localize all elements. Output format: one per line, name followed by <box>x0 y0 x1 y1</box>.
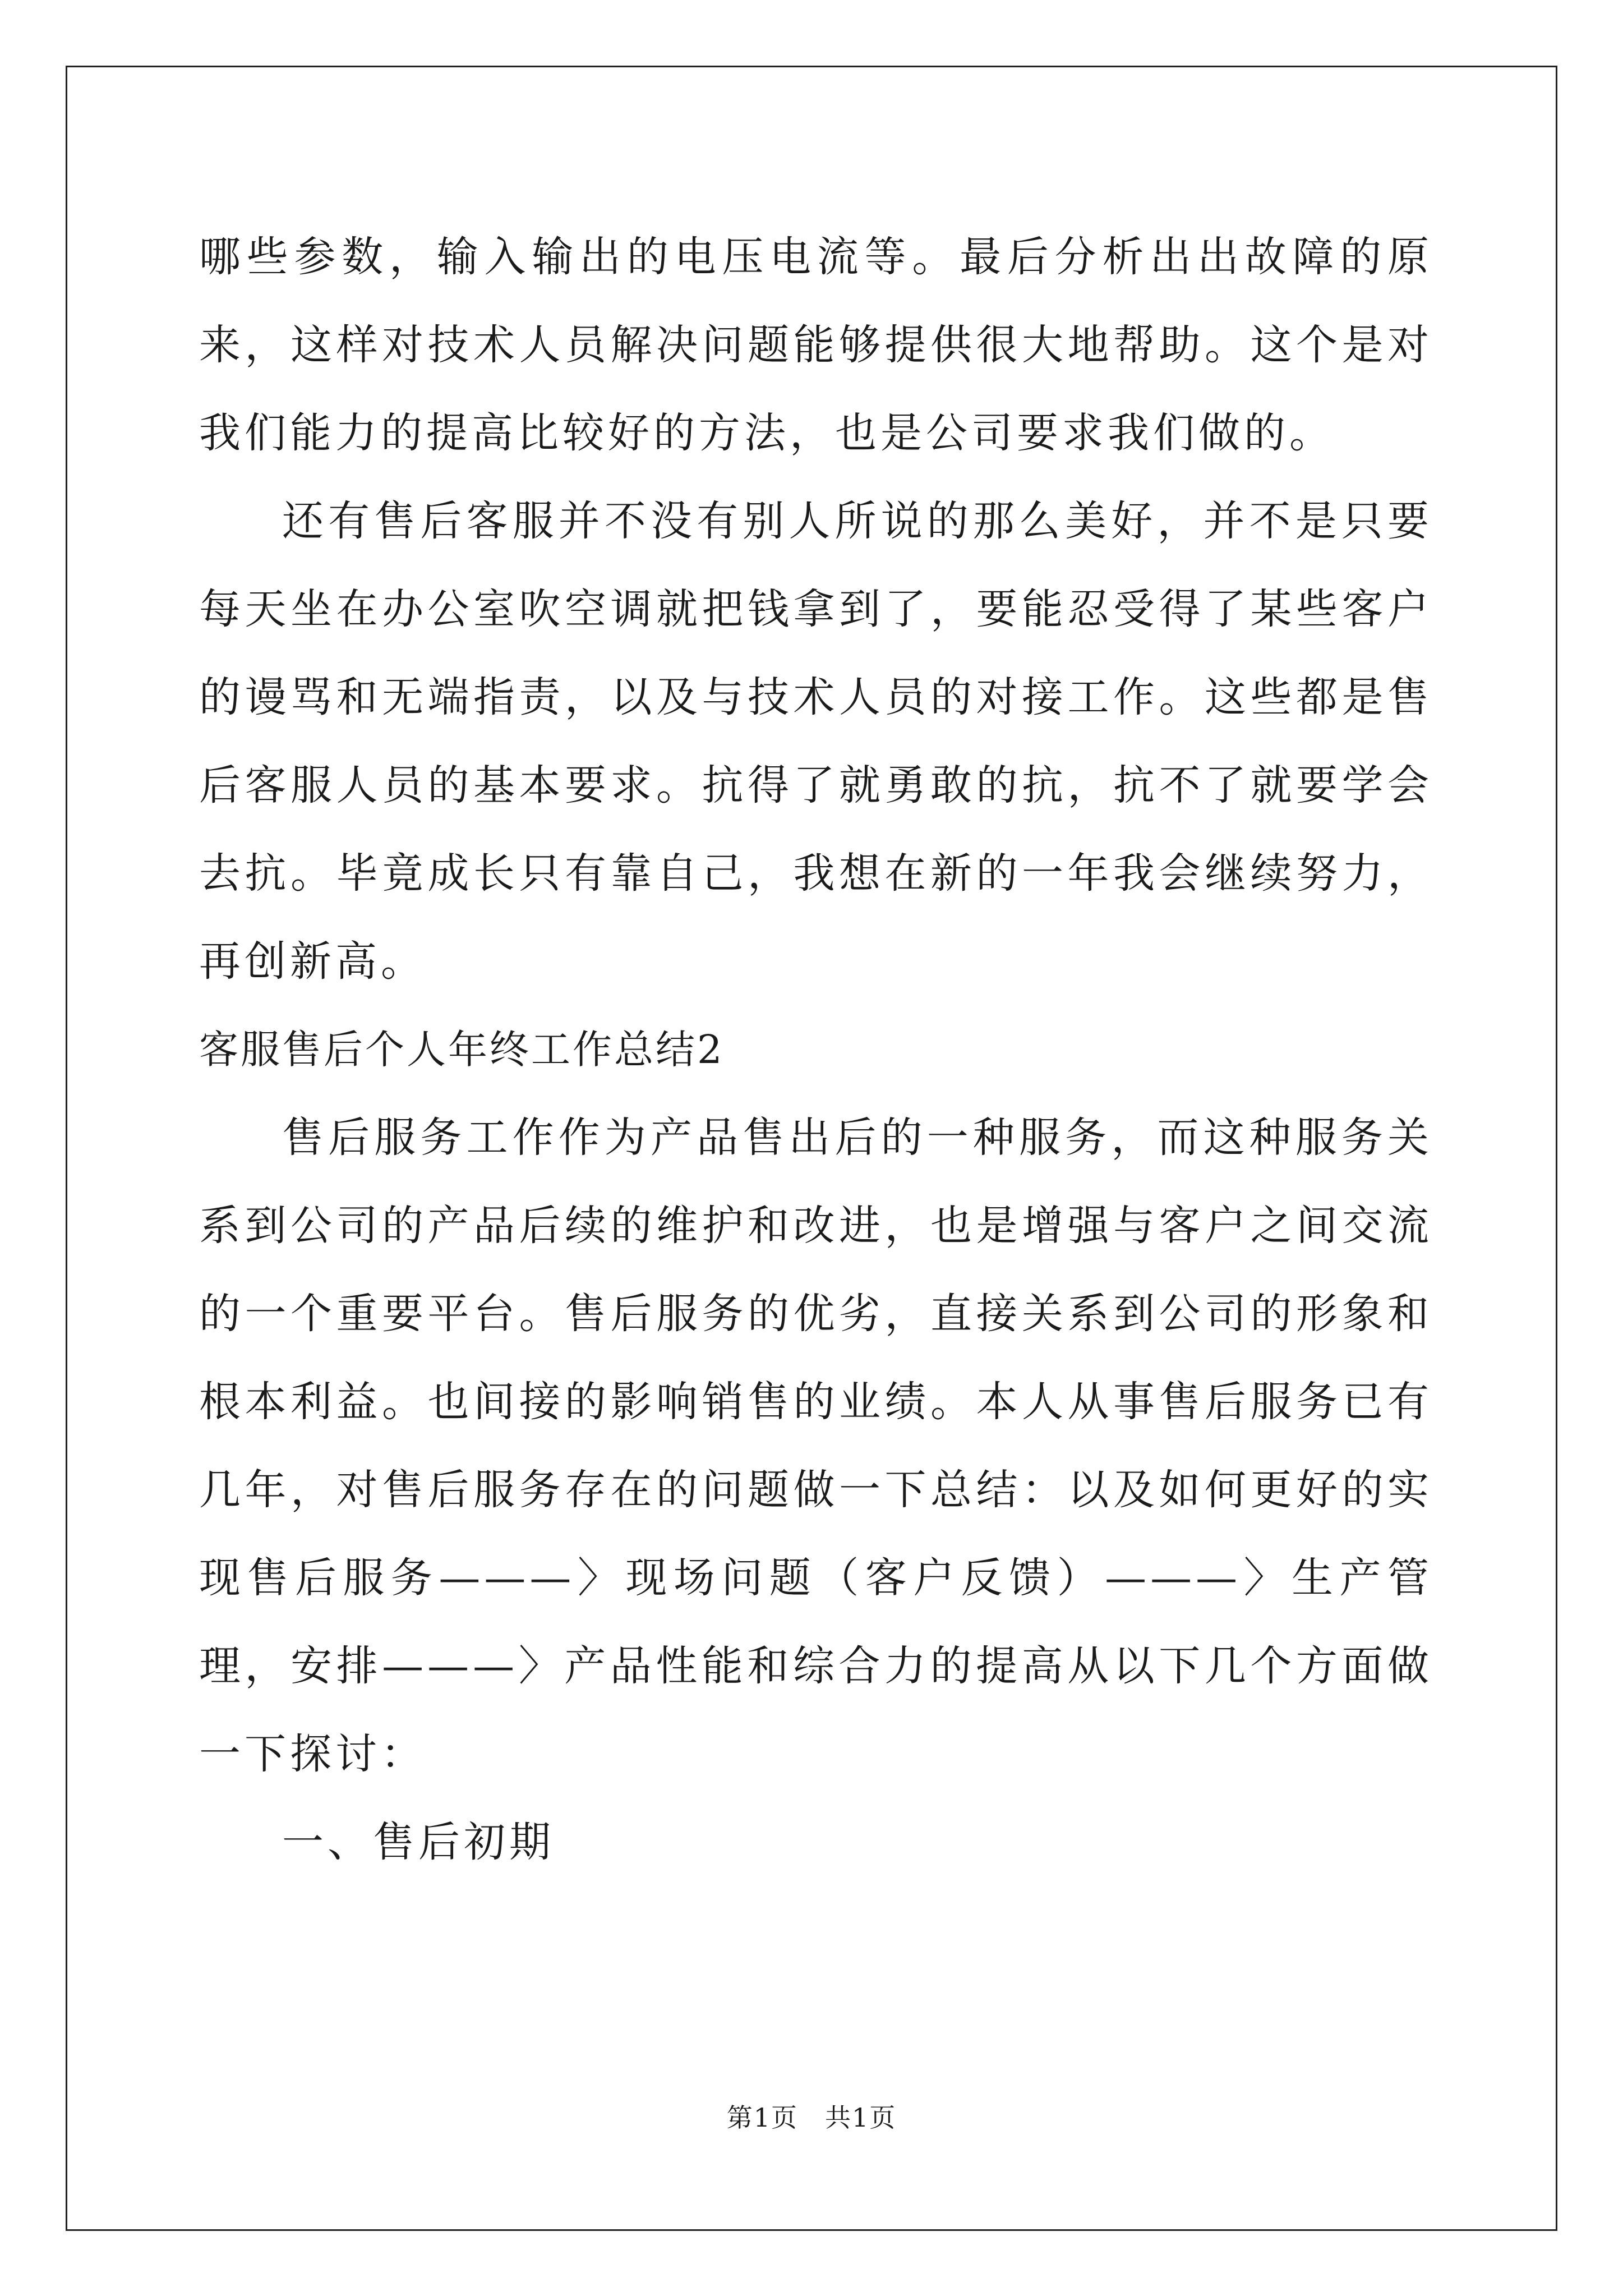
paragraph-after-sales: 售后服务工作作为产品售出后的一种服务，而这种服务关系到公司的产品后续的维护和改进，也是增强与客户之间交流的一个重要平台。售后服务的优劣，直接关系到公司的形象和根本利益。也间接的影响销售的业绩。本人从事售后服务已有几年，对售后服务存在的问题做一下总结：以及如何更好的实现售后服务———〉现场问题（客户反馈）———〉生产管理，安排———〉产品性能和综合力的提高从以下几个方面做一下探讨： <box>199 1114 1433 1778</box>
document-body <box>199 213 1433 1887</box>
paragraph-customer-service: 还有售后客服并不没有别人所说的那么美好，并不是只要每天坐在办公室吹空调就把钱拿到了，要能忍受得了某些客户的谩骂和无端指责，以及与技术人员的对接工作。这些都是售后客服人员的基本要求。抗得了就勇敢的抗，抗不了就要学会去抗。毕竟成长只有靠自己，我想在新的一年我会继续努力，再创新高。 <box>199 497 1433 986</box>
page-footer <box>0 2101 1623 2134</box>
section-heading: 客服售后个人年终工作总结2 <box>199 1027 725 1073</box>
paragraph-continuation: 哪些参数，输入输出的电压电流等。最后分析出出故障的原来，这样对技术人员解决问题能够提供很大地帮助。这个是对我们能力的提高比较好的方法，也是公司要求我们做的。 <box>199 233 1433 457</box>
paragraph-subheading: 一、售后初期 <box>282 1818 555 1866</box>
page-number: 第1页 <box>726 2102 798 2133</box>
page-total: 共1页 <box>825 2102 897 2133</box>
